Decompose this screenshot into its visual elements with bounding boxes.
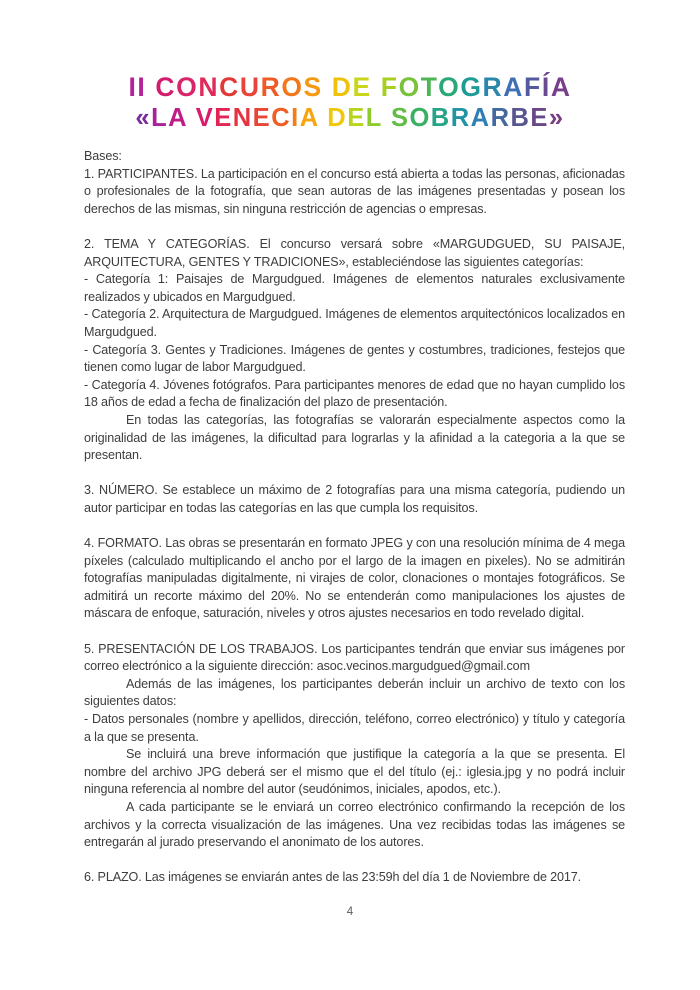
valoracion: En todas las categorías, las fotografías se valorarán especialmente aspectos como la originalidad de las imágenes, la dificultad para lograrlas y la afinidad a la categoria a la que se presentan. — [84, 412, 625, 463]
datos-personales: - Datos personales (nombre y apellidos, dirección, teléfono, correo electrónico) y título y categoría a la que se presenta. — [84, 712, 625, 744]
title-glyph: C — [219, 72, 240, 102]
document-body — [0, 148, 700, 887]
title-glyph: R — [450, 104, 471, 132]
breve-informacion: Se incluirá una breve información que justifique la categoría a la que se presenta. El nombre del archivo JPG deberá ser el mismo que el del título (ej.: iglesia.jpg y no podrá incluir ninguna referencia al nombre del autor (seudónimos, iniciales, apodos, etc.). — [84, 747, 625, 797]
title-glyph: R — [482, 72, 504, 102]
title-glyph: A — [503, 72, 525, 102]
title-glyph: C — [155, 72, 177, 102]
title-glyph: O — [176, 72, 199, 102]
paragraph-spacer — [84, 465, 625, 483]
title-glyph — [323, 72, 332, 102]
title-glyph: S — [390, 104, 410, 132]
title-glyph: U — [239, 72, 261, 102]
categoria-4: - Categoría 4. Jóvenes fotógrafos. Para participantes menores de edad que no hayan cumplido los 18 años de edad a fecha de finalización del plazo de presentación. — [84, 377, 625, 410]
title-glyph: G — [460, 72, 483, 102]
paragraph-spacer — [84, 623, 625, 641]
title-glyph: E — [347, 104, 366, 132]
title-glyph: L — [365, 104, 383, 132]
title-glyph: A — [299, 104, 319, 132]
title-glyph: I — [291, 104, 300, 132]
title-glyph — [372, 72, 381, 102]
clause-3-numero: 3. NÚMERO. Se establece un máximo de 2 fotografías para una misma categoría, pudiendo un autor participar en todas las categorías en las que cumpla los requisitos. — [84, 483, 625, 515]
title-glyph: R — [260, 72, 282, 102]
title-glyph: E — [530, 104, 549, 132]
title-glyph — [382, 104, 391, 132]
title-line-2 — [0, 103, 700, 134]
title-glyph: E — [352, 72, 372, 102]
clause-6-plazo: 6. PLAZO. Las imágenes se enviarán antes de las 23:59h del día 1 de Noviembre de 2017. — [84, 870, 582, 885]
clause-4-formato: 4. FORMATO. Las obras se presentarán en formato JPEG y con una resolución mínima de 4 mega píxeles (calculado multiplicando el ancho por el largo de la imagen en pixeles). No se admitirán fotografías manipuladas digitalmente, ni virajes de color, clonaciones o montajes fotográficos. Se admitirá un recorte máximo del 20%. No se entenderán como manipulaciones los ajustes de máscara de enfoque, saturación, niveles y otros ajustes necesarios en todo revelado digital. — [84, 536, 625, 621]
clause-2-tema: 2. TEMA Y CATEGORÍAS. El concurso versará sobre «MARGUDGUED, SU PAISAJE, ARQUITECTURA, GENTES Y TRADICIONES», estableciéndose las siguientes categorías: — [84, 236, 625, 269]
title-glyph — [187, 104, 196, 132]
title-glyph: N — [232, 104, 253, 132]
title-glyph: O — [281, 72, 304, 102]
title-line-1 — [0, 72, 700, 103]
title-glyph: E — [252, 104, 272, 132]
paragraph-spacer — [84, 517, 625, 535]
title-glyph: D — [327, 104, 348, 132]
title-glyph: I — [137, 72, 147, 102]
title-glyph: B — [430, 104, 451, 132]
title-glyph: » — [548, 104, 565, 132]
clause-1-participantes: 1. PARTICIPANTES. La participación en el concurso está abierta a todas las personas, aficionadas o profesionales de la fotografía, que sean autoras de las imágenes presentadas y posean los derechos de las mismas, sin ninguna restricción de agencias o empresas. — [84, 166, 625, 216]
categoria-1: - Categoría 1: Paisajes de Margudgued. Imágenes de elementos naturales exclusivamente realizados y ubicados en Margudgued. — [84, 272, 625, 304]
title-glyph: A — [168, 104, 188, 132]
title-glyph: O — [438, 72, 461, 102]
title-glyph: « — [135, 104, 152, 132]
title-glyph: I — [128, 72, 138, 102]
title-glyph: A — [550, 72, 572, 102]
title-glyph: F — [524, 72, 542, 102]
title-glyph: E — [214, 104, 233, 132]
title-glyph: Í — [541, 72, 551, 102]
title-glyph: N — [198, 72, 220, 102]
title-glyph: O — [409, 104, 431, 132]
clause-5-presentacion: 5. PRESENTACIÓN DE LOS TRABAJOS. Los participantes tendrán que enviar sus imágenes por correo electrónico a la siguiente dirección: asoc.vecinos.margudgued@gmail.com — [84, 641, 625, 674]
title-glyph: S — [303, 72, 323, 102]
title-glyph: D — [331, 72, 353, 102]
title-glyph — [319, 104, 328, 132]
bases-heading: Bases: — [84, 149, 122, 163]
categoria-3: - Categoría 3. Gentes y Tradiciones. Imágenes de gentes y costumbres, tradiciones, festejos que tienen como lugar de labor Margudgued. — [84, 342, 625, 375]
title-glyph — [146, 72, 155, 102]
categoria-2: - Categoría 2. Arquitectura de Margudgued. Imágenes de elementos arquitectónicos localizados en Margudgued. — [84, 307, 625, 339]
title-glyph: T — [420, 72, 439, 102]
title-glyph: O — [398, 72, 421, 102]
page-number: 4 — [346, 906, 354, 918]
title-glyph: L — [151, 104, 169, 132]
paragraph-spacer — [84, 218, 625, 236]
title-glyph: B — [510, 104, 531, 132]
title-glyph: F — [380, 72, 399, 102]
confirmacion-correo: A cada participante se le enviará un correo electrónico confirmando la recepción de los archivos y la correcta visualización de las imágenes. Una vez recibidas todas las imágenes se entregarán al jurado preservando el anonimato de los autores. — [84, 799, 625, 850]
paragraph-spacer — [84, 852, 625, 870]
title-glyph: A — [470, 104, 491, 132]
title-glyph: V — [195, 104, 215, 132]
title-glyph: R — [490, 104, 511, 132]
ademas-imagenes: Además de las imágenes, los participantes deberán incluir un archivo de texto con los siguientes datos: — [84, 676, 625, 709]
document-title — [0, 0, 700, 134]
title-glyph: C — [271, 104, 292, 132]
